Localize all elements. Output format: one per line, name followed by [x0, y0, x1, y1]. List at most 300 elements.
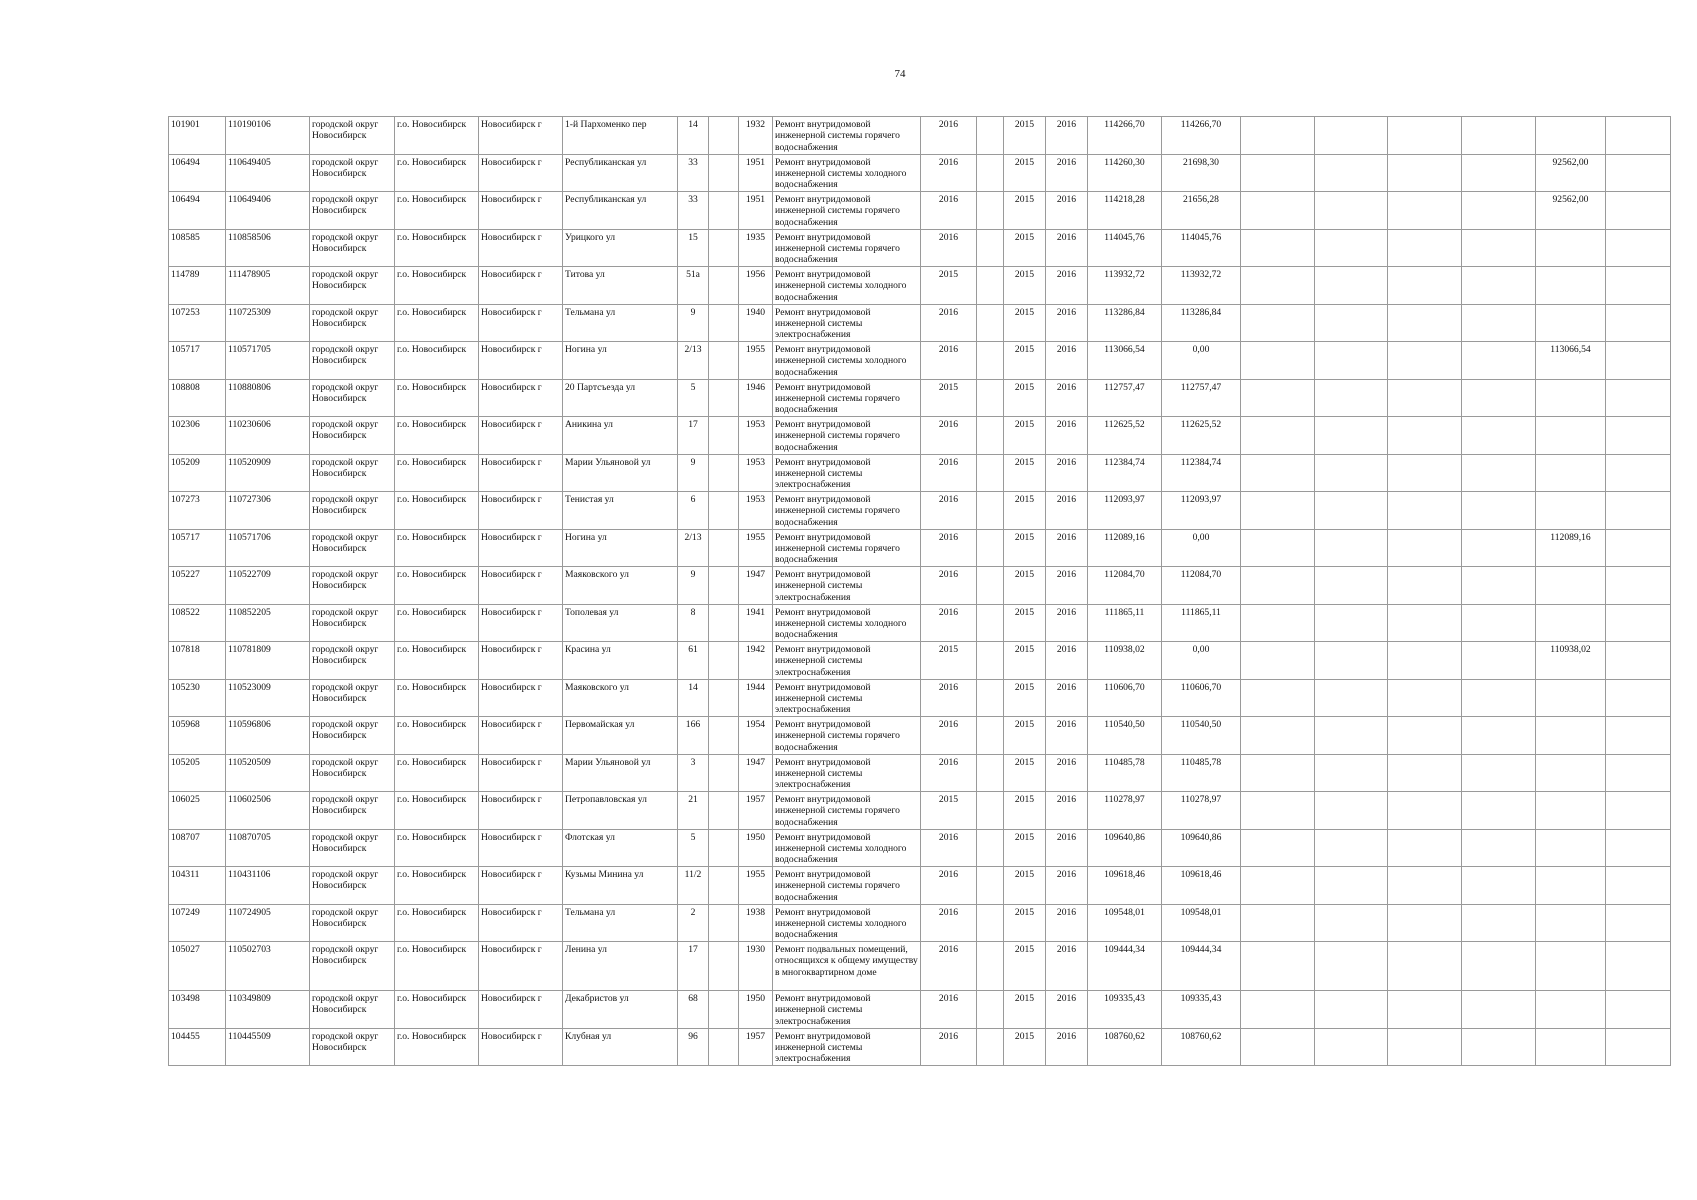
cell-municipality: городской округ Новосибирск — [310, 942, 395, 991]
cell-amount1: 109640,86 — [1162, 829, 1241, 867]
cell-year-a: 2016 — [921, 454, 977, 492]
cell-empty — [1388, 604, 1462, 642]
cell-cost: 110606,70 — [1088, 679, 1162, 717]
cell-municipality: городской округ Новосибирск — [310, 867, 395, 905]
cell-district: г.о. Новосибирск — [395, 567, 479, 605]
cell-empty — [1315, 904, 1388, 942]
cell-amount1: 113932,72 — [1162, 267, 1241, 305]
cell-year-built: 1953 — [739, 454, 773, 492]
cell-id: 105209 — [169, 454, 226, 492]
cell-id: 105027 — [169, 942, 226, 991]
cell-empty — [709, 679, 739, 717]
cell-empty — [977, 642, 1004, 680]
table-body — [169, 117, 1671, 1066]
cell-empty — [1388, 717, 1462, 755]
cell-year-a: 2016 — [921, 154, 977, 192]
cell-empty — [977, 229, 1004, 267]
table-row — [169, 492, 1671, 530]
cell-empty — [1462, 117, 1536, 155]
cell-year-built: 1950 — [739, 829, 773, 867]
cell-year-built: 1938 — [739, 904, 773, 942]
cell-year-c: 2016 — [1046, 754, 1088, 792]
cell-empty — [1315, 454, 1388, 492]
cell-code: 110725309 — [226, 304, 310, 342]
cell-empty — [1388, 754, 1462, 792]
cell-year-b: 2015 — [1004, 379, 1046, 417]
cell-amount1: 109548,01 — [1162, 904, 1241, 942]
cell-empty — [1606, 267, 1671, 305]
cell-empty — [1606, 304, 1671, 342]
cell-year-built: 1955 — [739, 342, 773, 380]
cell-amount1: 21698,30 — [1162, 154, 1241, 192]
cell-house: 21 — [678, 792, 709, 830]
cell-year-b: 2015 — [1004, 904, 1046, 942]
cell-cost: 110938,02 — [1088, 642, 1162, 680]
cell-empty — [1606, 117, 1671, 155]
cell-street: Аникина ул — [563, 417, 678, 455]
cell-year-a: 2016 — [921, 991, 977, 1029]
cell-city: Новосибирск г — [479, 679, 563, 717]
table-row — [169, 904, 1671, 942]
cell-empty — [977, 717, 1004, 755]
cell-code: 110727306 — [226, 492, 310, 530]
cell-empty — [977, 192, 1004, 230]
cell-empty — [709, 379, 739, 417]
cell-empty — [1241, 642, 1315, 680]
cell-id: 107818 — [169, 642, 226, 680]
cell-house: 33 — [678, 192, 709, 230]
cell-code: 110349809 — [226, 991, 310, 1029]
cell-year-b: 2015 — [1004, 829, 1046, 867]
table-row — [169, 417, 1671, 455]
cell-amount2 — [1536, 567, 1606, 605]
cell-id: 104455 — [169, 1028, 226, 1066]
table-row — [169, 991, 1671, 1029]
cell-city: Новосибирск г — [479, 267, 563, 305]
cell-city: Новосибирск г — [479, 942, 563, 991]
cell-empty — [1388, 492, 1462, 530]
cell-district: г.о. Новосибирск — [395, 117, 479, 155]
cell-municipality: городской округ Новосибирск — [310, 229, 395, 267]
cell-municipality: городской округ Новосибирск — [310, 567, 395, 605]
cell-municipality: городской округ Новосибирск — [310, 717, 395, 755]
cell-house: 14 — [678, 679, 709, 717]
cell-empty — [709, 192, 739, 230]
cell-work: Ремонт внутридомовой инженерной системы горячего водоснабжения — [773, 492, 921, 530]
cell-district: г.о. Новосибирск — [395, 154, 479, 192]
cell-empty — [1462, 492, 1536, 530]
cell-id: 105230 — [169, 679, 226, 717]
cell-street: Кузьмы Минина ул — [563, 867, 678, 905]
cell-empty — [709, 492, 739, 530]
cell-empty — [1315, 792, 1388, 830]
cell-year-c: 2016 — [1046, 117, 1088, 155]
cell-empty — [709, 717, 739, 755]
cell-empty — [1241, 679, 1315, 717]
cell-city: Новосибирск г — [479, 792, 563, 830]
cell-year-a: 2015 — [921, 792, 977, 830]
cell-street: Тельмана ул — [563, 304, 678, 342]
cell-year-c: 2016 — [1046, 792, 1088, 830]
cell-year-built: 1950 — [739, 991, 773, 1029]
cell-empty — [1462, 642, 1536, 680]
cell-year-built: 1930 — [739, 942, 773, 991]
cell-work: Ремонт внутридомовой инженерной системы электроснабжения — [773, 642, 921, 680]
cell-city: Новосибирск г — [479, 867, 563, 905]
cell-empty — [1606, 942, 1671, 991]
cell-id: 107253 — [169, 304, 226, 342]
cell-empty — [1462, 754, 1536, 792]
cell-city: Новосибирск г — [479, 529, 563, 567]
cell-empty — [1241, 304, 1315, 342]
cell-amount2 — [1536, 904, 1606, 942]
cell-empty — [1315, 991, 1388, 1029]
cell-code: 110649406 — [226, 192, 310, 230]
cell-code: 110523009 — [226, 679, 310, 717]
cell-id: 102306 — [169, 417, 226, 455]
cell-amount1: 108760,62 — [1162, 1028, 1241, 1066]
cell-work: Ремонт внутридомовой инженерной системы холодного водоснабжения — [773, 829, 921, 867]
cell-empty — [1388, 417, 1462, 455]
cell-work: Ремонт внутридомовой инженерной системы горячего водоснабжения — [773, 417, 921, 455]
cell-empty — [977, 792, 1004, 830]
table-row — [169, 154, 1671, 192]
cell-empty — [977, 604, 1004, 642]
cell-year-a: 2016 — [921, 867, 977, 905]
cell-year-built: 1956 — [739, 267, 773, 305]
cell-empty — [1462, 567, 1536, 605]
cell-id: 105968 — [169, 717, 226, 755]
cell-year-built: 1935 — [739, 229, 773, 267]
cell-code: 110520509 — [226, 754, 310, 792]
cell-cost: 112757,47 — [1088, 379, 1162, 417]
cell-empty — [1241, 117, 1315, 155]
cell-city: Новосибирск г — [479, 991, 563, 1029]
cell-empty — [1241, 942, 1315, 991]
cell-amount1: 0,00 — [1162, 529, 1241, 567]
cell-cost: 112384,74 — [1088, 454, 1162, 492]
cell-empty — [709, 792, 739, 830]
cell-code: 110649405 — [226, 154, 310, 192]
cell-empty — [1462, 154, 1536, 192]
cell-year-b: 2015 — [1004, 342, 1046, 380]
cell-empty — [977, 679, 1004, 717]
cell-empty — [1462, 379, 1536, 417]
cell-district: г.о. Новосибирск — [395, 304, 479, 342]
cell-year-a: 2015 — [921, 379, 977, 417]
cell-code: 110522709 — [226, 567, 310, 605]
cell-empty — [709, 604, 739, 642]
cell-municipality: городской округ Новосибирск — [310, 1028, 395, 1066]
cell-code: 110571705 — [226, 342, 310, 380]
cell-work: Ремонт внутридомовой инженерной системы холодного водоснабжения — [773, 604, 921, 642]
cell-empty — [1315, 642, 1388, 680]
cell-municipality: городской округ Новосибирск — [310, 342, 395, 380]
cell-code: 110230606 — [226, 417, 310, 455]
cell-year-c: 2016 — [1046, 1028, 1088, 1066]
cell-code: 111478905 — [226, 267, 310, 305]
cell-empty — [977, 942, 1004, 991]
cell-amount2 — [1536, 417, 1606, 455]
cell-municipality: городской округ Новосибирск — [310, 829, 395, 867]
cell-empty — [1241, 991, 1315, 1029]
cell-empty — [977, 529, 1004, 567]
cell-amount2 — [1536, 267, 1606, 305]
cell-year-b: 2015 — [1004, 567, 1046, 605]
cell-year-a: 2016 — [921, 117, 977, 155]
cell-municipality: городской округ Новосибирск — [310, 267, 395, 305]
cell-cost: 109335,43 — [1088, 991, 1162, 1029]
cell-year-a: 2016 — [921, 942, 977, 991]
cell-year-built: 1953 — [739, 417, 773, 455]
cell-municipality: городской округ Новосибирск — [310, 529, 395, 567]
cell-empty — [1388, 267, 1462, 305]
cell-amount2 — [1536, 942, 1606, 991]
cell-house: 9 — [678, 454, 709, 492]
cell-empty — [1388, 304, 1462, 342]
cell-municipality: городской округ Новосибирск — [310, 642, 395, 680]
cell-work: Ремонт внутридомовой инженерной системы горячего водоснабжения — [773, 117, 921, 155]
table-row — [169, 567, 1671, 605]
cell-cost: 112093,97 — [1088, 492, 1162, 530]
cell-empty — [1388, 529, 1462, 567]
cell-empty — [977, 267, 1004, 305]
cell-cost: 111865,11 — [1088, 604, 1162, 642]
cell-empty — [1388, 379, 1462, 417]
capital-repair-table — [168, 116, 1671, 1066]
cell-empty — [1462, 192, 1536, 230]
cell-year-built: 1947 — [739, 567, 773, 605]
cell-year-built: 1946 — [739, 379, 773, 417]
cell-year-b: 2015 — [1004, 229, 1046, 267]
cell-house: 96 — [678, 1028, 709, 1066]
cell-street: Флотская ул — [563, 829, 678, 867]
cell-street: Республиканская ул — [563, 154, 678, 192]
cell-empty — [709, 267, 739, 305]
cell-city: Новосибирск г — [479, 754, 563, 792]
cell-year-built: 1954 — [739, 717, 773, 755]
cell-empty — [1606, 792, 1671, 830]
cell-empty — [709, 304, 739, 342]
cell-year-c: 2016 — [1046, 991, 1088, 1029]
cell-year-b: 2015 — [1004, 192, 1046, 230]
cell-house: 68 — [678, 991, 709, 1029]
cell-empty — [1606, 867, 1671, 905]
cell-amount2 — [1536, 379, 1606, 417]
table-row — [169, 342, 1671, 380]
cell-work: Ремонт внутридомовой инженерной системы электроснабжения — [773, 567, 921, 605]
cell-empty — [1315, 604, 1388, 642]
cell-code: 110190106 — [226, 117, 310, 155]
cell-city: Новосибирск г — [479, 342, 563, 380]
cell-empty — [1388, 229, 1462, 267]
cell-empty — [1462, 304, 1536, 342]
cell-empty — [1606, 829, 1671, 867]
cell-empty — [709, 867, 739, 905]
cell-empty — [977, 454, 1004, 492]
cell-district: г.о. Новосибирск — [395, 717, 479, 755]
cell-street: Ногина ул — [563, 529, 678, 567]
cell-empty — [1315, 117, 1388, 155]
cell-empty — [1315, 867, 1388, 905]
cell-cost: 114218,28 — [1088, 192, 1162, 230]
cell-amount1: 112757,47 — [1162, 379, 1241, 417]
cell-street: Тополевая ул — [563, 604, 678, 642]
cell-work: Ремонт внутридомовой инженерной системы электроснабжения — [773, 1028, 921, 1066]
cell-amount1: 21656,28 — [1162, 192, 1241, 230]
cell-empty — [709, 417, 739, 455]
cell-year-built: 1941 — [739, 604, 773, 642]
cell-house: 51а — [678, 267, 709, 305]
cell-empty — [1606, 229, 1671, 267]
cell-work: Ремонт внутридомовой инженерной системы электроснабжения — [773, 991, 921, 1029]
table-row — [169, 117, 1671, 155]
table-row — [169, 642, 1671, 680]
cell-street: Тенистая ул — [563, 492, 678, 530]
table-row — [169, 229, 1671, 267]
cell-amount1: 114045,76 — [1162, 229, 1241, 267]
cell-work: Ремонт внутридомовой инженерной системы электроснабжения — [773, 304, 921, 342]
cell-year-c: 2016 — [1046, 229, 1088, 267]
cell-year-b: 2015 — [1004, 679, 1046, 717]
cell-code: 110724905 — [226, 904, 310, 942]
cell-empty — [977, 567, 1004, 605]
cell-empty — [709, 454, 739, 492]
cell-year-c: 2016 — [1046, 567, 1088, 605]
cell-year-a: 2016 — [921, 192, 977, 230]
cell-empty — [1241, 792, 1315, 830]
cell-empty — [1241, 342, 1315, 380]
cell-empty — [1241, 829, 1315, 867]
cell-city: Новосибирск г — [479, 904, 563, 942]
cell-street: Тельмана ул — [563, 904, 678, 942]
cell-city: Новосибирск г — [479, 829, 563, 867]
cell-code: 110852205 — [226, 604, 310, 642]
table-row — [169, 379, 1671, 417]
cell-cost: 113286,84 — [1088, 304, 1162, 342]
cell-amount1: 110606,70 — [1162, 679, 1241, 717]
table-row — [169, 717, 1671, 755]
cell-empty — [1606, 454, 1671, 492]
cell-year-c: 2016 — [1046, 417, 1088, 455]
cell-amount2: 112089,16 — [1536, 529, 1606, 567]
cell-amount1: 109444,34 — [1162, 942, 1241, 991]
cell-cost: 112625,52 — [1088, 417, 1162, 455]
cell-city: Новосибирск г — [479, 717, 563, 755]
cell-work: Ремонт внутридомовой инженерной системы горячего водоснабжения — [773, 867, 921, 905]
cell-empty — [709, 229, 739, 267]
cell-year-c: 2016 — [1046, 867, 1088, 905]
cell-municipality: городской округ Новосибирск — [310, 754, 395, 792]
cell-district: г.о. Новосибирск — [395, 792, 479, 830]
cell-year-a: 2016 — [921, 904, 977, 942]
cell-street: Красина ул — [563, 642, 678, 680]
cell-year-a: 2016 — [921, 1028, 977, 1066]
cell-cost: 109548,01 — [1088, 904, 1162, 942]
cell-amount2: 92562,00 — [1536, 154, 1606, 192]
cell-district: г.о. Новосибирск — [395, 229, 479, 267]
cell-house: 14 — [678, 117, 709, 155]
cell-district: г.о. Новосибирск — [395, 904, 479, 942]
cell-amount2: 113066,54 — [1536, 342, 1606, 380]
cell-district: г.о. Новосибирск — [395, 417, 479, 455]
cell-work: Ремонт внутридомовой инженерной системы горячего водоснабжения — [773, 229, 921, 267]
cell-empty — [1606, 679, 1671, 717]
cell-year-c: 2016 — [1046, 717, 1088, 755]
cell-year-a: 2016 — [921, 679, 977, 717]
cell-district: г.о. Новосибирск — [395, 604, 479, 642]
cell-street: 1-й Пархоменко пер — [563, 117, 678, 155]
cell-cost: 109618,46 — [1088, 867, 1162, 905]
cell-empty — [1315, 717, 1388, 755]
cell-amount1: 109335,43 — [1162, 991, 1241, 1029]
cell-empty — [709, 754, 739, 792]
cell-empty — [709, 829, 739, 867]
cell-code: 110870705 — [226, 829, 310, 867]
cell-year-b: 2015 — [1004, 454, 1046, 492]
cell-district: г.о. Новосибирск — [395, 642, 479, 680]
cell-year-a: 2016 — [921, 567, 977, 605]
cell-municipality: городской округ Новосибирск — [310, 417, 395, 455]
cell-code: 110571706 — [226, 529, 310, 567]
cell-empty — [977, 417, 1004, 455]
cell-empty — [1241, 1028, 1315, 1066]
cell-district: г.о. Новосибирск — [395, 829, 479, 867]
cell-district: г.о. Новосибирск — [395, 867, 479, 905]
table-row — [169, 754, 1671, 792]
cell-municipality: городской округ Новосибирск — [310, 454, 395, 492]
cell-empty — [1241, 229, 1315, 267]
cell-work: Ремонт внутридомовой инженерной системы горячего водоснабжения — [773, 792, 921, 830]
cell-year-c: 2016 — [1046, 154, 1088, 192]
cell-street: Маяковского ул — [563, 679, 678, 717]
cell-amount2 — [1536, 454, 1606, 492]
cell-empty — [1462, 229, 1536, 267]
cell-empty — [1388, 829, 1462, 867]
cell-city: Новосибирск г — [479, 567, 563, 605]
cell-district: г.о. Новосибирск — [395, 529, 479, 567]
cell-empty — [1606, 417, 1671, 455]
cell-empty — [1462, 829, 1536, 867]
cell-year-a: 2016 — [921, 829, 977, 867]
cell-amount2 — [1536, 867, 1606, 905]
cell-empty — [1606, 342, 1671, 380]
cell-amount2: 92562,00 — [1536, 192, 1606, 230]
cell-empty — [1241, 454, 1315, 492]
cell-empty — [1388, 342, 1462, 380]
cell-empty — [1462, 904, 1536, 942]
cell-work: Ремонт внутридомовой инженерной системы горячего водоснабжения — [773, 529, 921, 567]
cell-empty — [1388, 117, 1462, 155]
cell-empty — [1606, 154, 1671, 192]
cell-house: 11/2 — [678, 867, 709, 905]
cell-empty — [977, 342, 1004, 380]
cell-empty — [977, 117, 1004, 155]
cell-empty — [1606, 642, 1671, 680]
cell-empty — [1241, 867, 1315, 905]
cell-house: 9 — [678, 567, 709, 605]
cell-street: Титова ул — [563, 267, 678, 305]
cell-empty — [1388, 642, 1462, 680]
cell-empty — [1462, 1028, 1536, 1066]
table-row — [169, 942, 1671, 991]
cell-street: Клубная ул — [563, 1028, 678, 1066]
cell-year-b: 2015 — [1004, 642, 1046, 680]
cell-city: Новосибирск г — [479, 492, 563, 530]
cell-empty — [709, 117, 739, 155]
cell-amount1: 112093,97 — [1162, 492, 1241, 530]
cell-district: г.о. Новосибирск — [395, 942, 479, 991]
